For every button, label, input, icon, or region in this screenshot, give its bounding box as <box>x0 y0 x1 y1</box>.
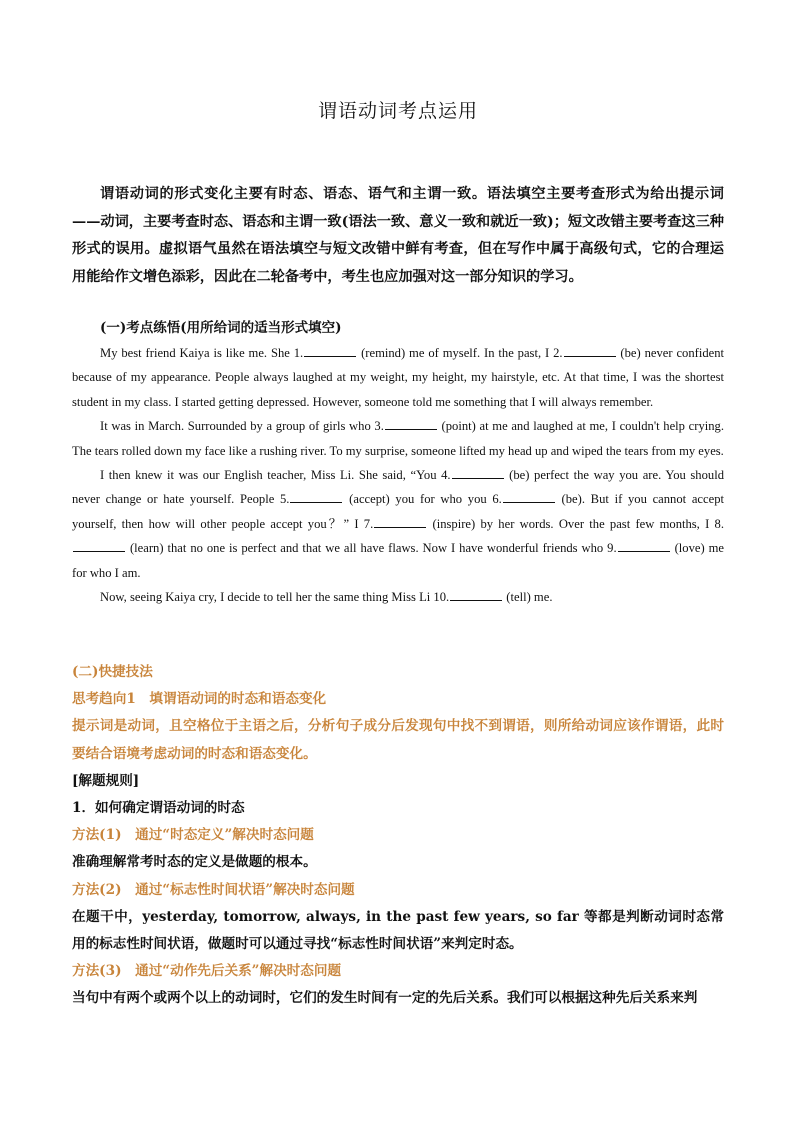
passage-paragraph-2 <box>72 414 724 463</box>
text-run: (be) perfect the way you are. You should never change or hate yourself. People 5. <box>72 468 724 507</box>
method-1-title: 方法(1) 通过“时态定义”解决时态问题 <box>72 827 314 844</box>
method-1-text: 准确理解常考时态的定义是做题的根本。 <box>72 854 317 871</box>
intro-paragraph <box>72 181 724 291</box>
method-3-text: 当句中有两个或两个以上的动词时，它们的发生时间有一定的先后关系。我们可以根据这种先后关系来判 <box>72 990 698 1007</box>
text-run: (learn) that no one is perfect and that we all have flaws. Now I have wonderful friends who 9. <box>126 541 617 556</box>
text-run: (accept) you for who you 6. <box>343 492 502 507</box>
thinking-direction: 思考趋向1 填谓语动词的时态和语态变化 <box>72 691 327 708</box>
text-run: (be) never confident because of my appearance. People always laughed at my weight, my height, my hairstyle, etc. At that time, I was the shortest student in my class. I started getting depressed. However, someone told me something that I will always remember. <box>72 346 725 409</box>
blank-5[interactable] <box>290 490 342 503</box>
practice-heading: (一)考点练悟(用所给词的适当形式填空) <box>100 320 342 336</box>
blank-10[interactable] <box>450 588 502 601</box>
blank-3[interactable] <box>385 417 437 430</box>
method-2-title: 方法(2) 通过“标志性时间状语”解决时态问题 <box>72 881 355 898</box>
text-run: It was in March. Surrounded by a group of girls who 3. <box>100 419 384 434</box>
text-run: Now, seeing Kaiya cry, I decide to tell her the same thing Miss Li 10. <box>100 590 450 605</box>
passage-paragraph-3 <box>72 463 724 585</box>
passage-paragraph-1 <box>72 341 724 414</box>
rules-label: [解题规则] <box>72 772 140 789</box>
intro-text: 谓语动词的形式变化主要有时态、语态、语气和主谓一致。语法填空主要考查形式为给出提示词——动词，主要考查时态、语态和主谓一致(语法一致、意义一致和就近一致)；短文改错主要考查这三种形式的误用。虚拟语气虽然在语法填空与短文改错中鲜有考查，但在写作中属于高级句式，它的合理运用能给作文增色添彩，因此在二轮备考中，考生也应加强对这一部分知识的学习。 <box>72 186 724 285</box>
text-run: (inspire) by her words. Over the past few months, I 8. <box>427 516 724 531</box>
blank-8[interactable] <box>73 539 125 552</box>
skills-section <box>72 659 724 1013</box>
passage <box>72 341 724 609</box>
skills-heading: (二)快捷技法 <box>72 664 153 680</box>
text-run: (love) me for who I am. <box>72 541 724 580</box>
text-run: (tell) me. <box>503 590 553 605</box>
blank-2[interactable] <box>564 344 616 357</box>
passage-paragraph-4 <box>72 585 724 609</box>
method-3-title: 方法(3) 通过“动作先后关系”解决时态问题 <box>72 963 342 980</box>
practice-section <box>72 317 724 609</box>
blank-1[interactable] <box>304 344 356 357</box>
text-run: I then knew it was our English teacher, Miss Li. She said, “You 4. <box>100 468 451 483</box>
text-run: (point) at me and laughed at me, I couldn't help crying. The tears rolled down my face like a rushing river. To my surprise, someone lifted my head up and wiped the tears from my eyes. <box>72 419 724 458</box>
method-2-text: 在题干中，yesterday, tomorrow, always, in the past few years, so far 等都是判断动词时态常用的标志性时间状语，做题时可以通过寻找“标志性时间状语”来判定时态。 <box>72 908 724 953</box>
blank-6[interactable] <box>503 490 555 503</box>
page-title: 谓语动词考点运用 <box>317 100 478 122</box>
text-run: (be). But if you cannot accept yourself, then how will other people accept you？” I 7. <box>72 492 724 531</box>
blank-4[interactable] <box>452 466 504 479</box>
blank-7[interactable] <box>374 515 426 528</box>
text-run: (remind) me of myself. In the past, I 2. <box>357 346 563 360</box>
hint-text: 提示词是动词，且空格位于主语之后，分析句子成分后发现句中找不到谓语，则所给动词应该作谓语，此时要结合语境考虑动词的时态和语态变化。 <box>72 718 724 762</box>
text-run: My best friend Kaiya is like me. She 1. <box>100 346 304 360</box>
rule-1-title: 1．如何确定谓语动词的时态 <box>72 800 245 817</box>
blank-9[interactable] <box>618 539 670 552</box>
